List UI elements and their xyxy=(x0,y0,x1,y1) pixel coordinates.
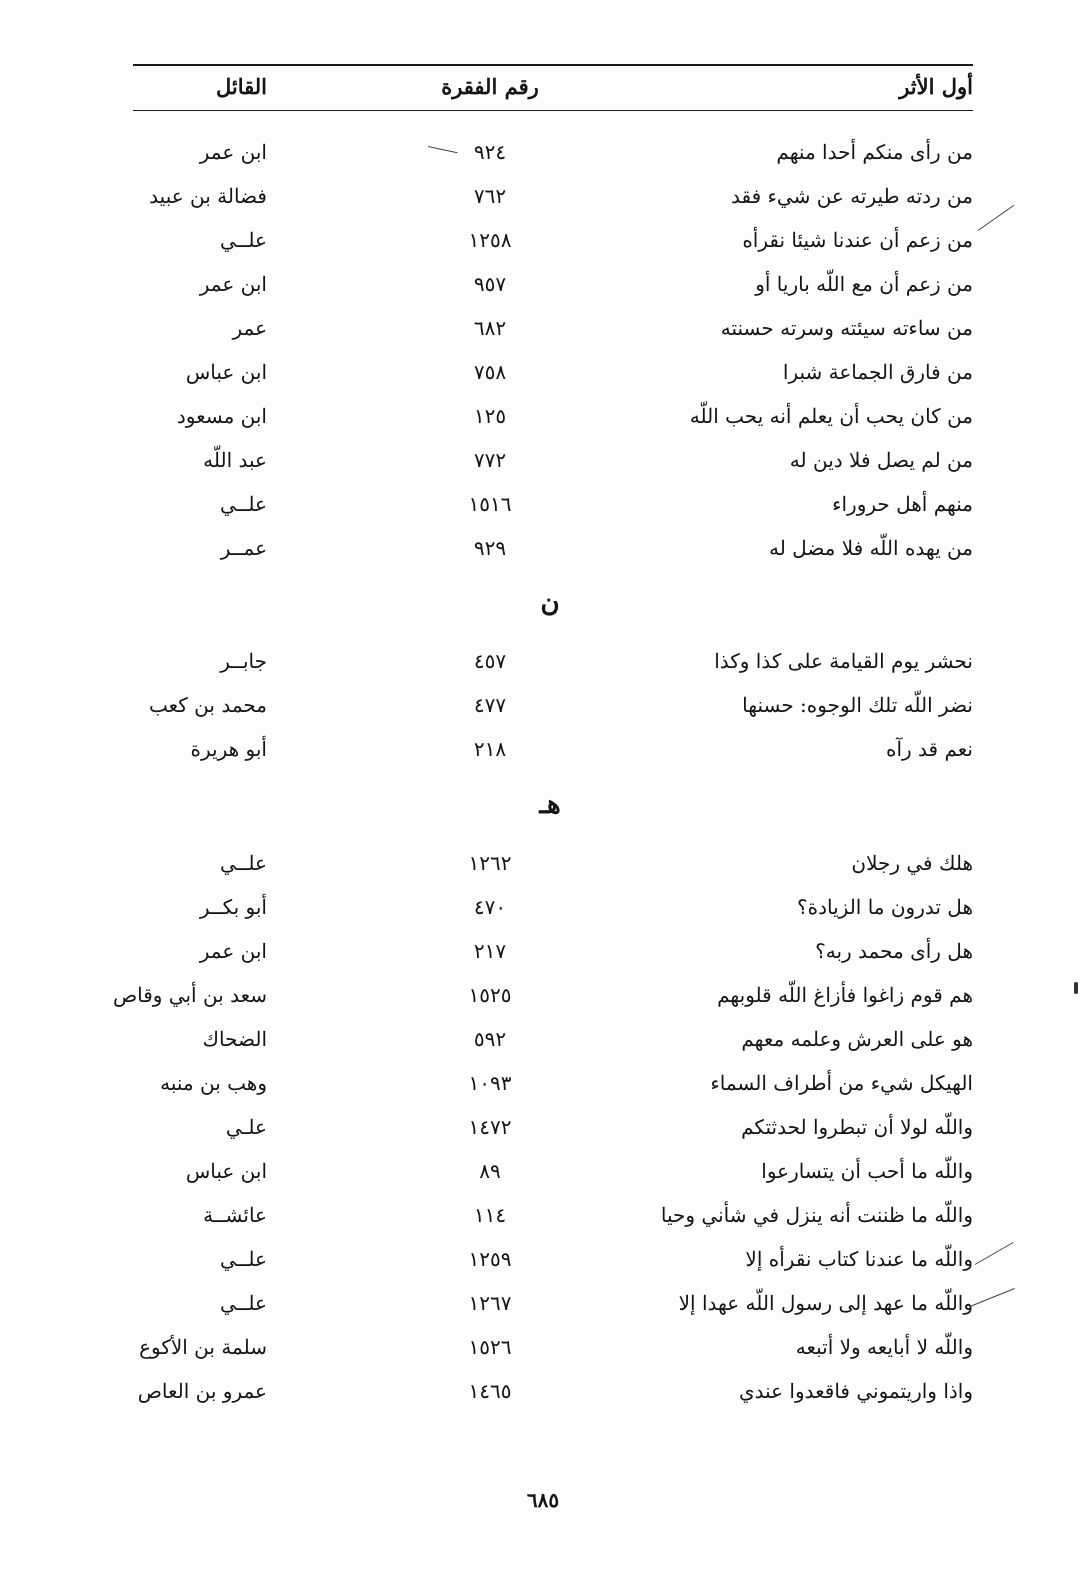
row-para: ٦٨٢ xyxy=(473,316,507,340)
row-first: واللّه ما عندنا كتاب نقرأه إلا xyxy=(745,1247,973,1271)
scan-speck xyxy=(1074,982,1078,994)
row-para: ١٠٩٣ xyxy=(468,1071,512,1095)
row-sayer: أبو هريرة xyxy=(190,737,267,761)
row-para: ٧٦٢ xyxy=(473,184,507,208)
row-first: نعم قد رآه xyxy=(886,737,973,761)
row-sayer: ابن مسعود xyxy=(176,404,267,428)
row-sayer: علــي xyxy=(220,851,267,875)
row-sayer: فضالة بن عبيد xyxy=(149,184,267,208)
row-sayer: ابن عمر xyxy=(199,140,267,164)
row-sayer: علــي xyxy=(220,492,267,516)
pencil-mark xyxy=(970,1288,1015,1307)
row-first: من زعم أن عندنا شيئا نقرأه xyxy=(742,228,973,252)
row-first: نحشر يوم القيامة على كذا وكذا xyxy=(714,649,973,673)
row-para: ١٢٥ xyxy=(473,404,507,428)
row-sayer: وهب بن منبه xyxy=(160,1071,267,1095)
row-first: واللّه لا أبايعه ولا أتبعه xyxy=(795,1335,973,1359)
row-para: ٩٥٧ xyxy=(473,272,507,296)
row-sayer: عبد اللّه xyxy=(203,448,267,472)
row-para: ١٤٧٢ xyxy=(468,1115,512,1139)
row-first: من كان يحب أن يعلم أنه يحب اللّه xyxy=(689,404,973,428)
row-sayer: ابن عمر xyxy=(199,272,267,296)
row-para: ١٥٢٦ xyxy=(468,1335,512,1359)
row-sayer: محمد بن كعب xyxy=(149,693,267,717)
row-sayer: عمرو بن العاص xyxy=(137,1379,267,1403)
row-para: ٧٧٢ xyxy=(473,448,507,472)
row-first: من لم يصل فلا دين له xyxy=(789,448,973,472)
row-first: هم قوم زاغوا فأزاغ اللّه قلوبهم xyxy=(717,983,973,1007)
row-first: من ساءته سيئته وسرته حسنته xyxy=(720,316,973,340)
row-para: ١٥٢٥ xyxy=(468,983,512,1007)
row-para: ١٢٦٧ xyxy=(468,1291,512,1315)
row-para: ٨٩ xyxy=(479,1159,501,1183)
row-first: من زعم أن مع اللّه باريا أو xyxy=(755,272,973,296)
pencil-mark xyxy=(978,205,1015,231)
row-first: هل تدرون ما الزيادة؟ xyxy=(797,895,973,919)
section-letter-nun: ن xyxy=(540,588,560,618)
row-first: الهيكل شيء من أطراف السماء xyxy=(710,1071,973,1095)
row-para: ١٤٦٥ xyxy=(468,1379,512,1403)
row-first: من يهده اللّه فلا مضل له xyxy=(769,536,973,560)
pencil-mark xyxy=(975,1242,1014,1265)
row-sayer: عمر xyxy=(232,316,267,340)
row-sayer: ابن عباس xyxy=(185,360,267,384)
row-sayer: ابن عمر xyxy=(199,939,267,963)
row-para: ٤٧٧ xyxy=(473,693,507,717)
row-first: هل رأى محمد ربه؟ xyxy=(815,939,973,963)
row-para: ٢١٨ xyxy=(473,737,507,761)
row-first: هلك في رجلان xyxy=(851,851,973,875)
row-first: نضر اللّه تلك الوجوه: حسنها xyxy=(742,693,973,717)
row-first: واذا واريتموني فاقعدوا عندي xyxy=(738,1379,973,1403)
header-paragraph-number: رقم الفقرة xyxy=(441,74,539,99)
section-letter-ha: هـ xyxy=(539,790,561,820)
row-sayer: علـي xyxy=(225,1115,267,1139)
row-first: واللّه ما أحب أن يتسارعوا xyxy=(761,1159,973,1183)
row-para: ١٢٥٨ xyxy=(468,228,512,252)
row-first: واللّه لولا أن تبطروا لحدثتكم xyxy=(741,1115,973,1139)
row-para: ٥٩٢ xyxy=(473,1027,507,1051)
header-rule xyxy=(133,110,973,111)
row-sayer: جابــر xyxy=(220,649,267,673)
row-para: ٤٧٠ xyxy=(473,895,507,919)
row-para: ٤٥٧ xyxy=(473,649,507,673)
row-para: ١٢٥٩ xyxy=(468,1247,512,1271)
row-para: ١١٤ xyxy=(473,1203,507,1227)
row-first: منهم أهل حروراء xyxy=(832,492,973,516)
row-first: من رأى منكم أحدا منهم xyxy=(776,140,973,164)
row-first: من فارق الجماعة شبرا xyxy=(782,360,973,384)
header-first-of-athar: أول الأثر xyxy=(899,74,973,99)
page-number: ٦٨٥ xyxy=(526,1488,560,1512)
row-sayer: علــي xyxy=(220,228,267,252)
row-para: ٢١٧ xyxy=(473,939,507,963)
row-sayer: علــي xyxy=(220,1247,267,1271)
row-first: من ردته طيرته عن شيء فقد xyxy=(730,184,973,208)
row-sayer: أبو بكــر xyxy=(199,895,267,919)
row-sayer: علــي xyxy=(220,1291,267,1315)
row-para: ١٥١٦ xyxy=(468,492,512,516)
row-para: ٩٢٤ xyxy=(473,140,507,164)
row-sayer: عائشــة xyxy=(203,1203,267,1227)
row-sayer: عمــر xyxy=(220,536,267,560)
row-sayer: سعد بن أبي وقاص xyxy=(112,983,267,1007)
row-sayer: سلمة بن الأكوع xyxy=(139,1335,267,1359)
row-first: هو على العرش وعلمه معهم xyxy=(741,1027,973,1051)
row-sayer: الضحاك xyxy=(202,1027,267,1051)
row-para: ٩٢٩ xyxy=(473,536,507,560)
row-para: ٧٥٨ xyxy=(473,360,507,384)
row-first: واللّه ما ظننت أنه ينزل في شأني وحيا xyxy=(660,1203,973,1227)
row-sayer: ابن عباس xyxy=(185,1159,267,1183)
header-sayer: القائل xyxy=(215,74,267,99)
top-rule xyxy=(133,64,973,66)
row-first: واللّه ما عهد إلى رسول اللّه عهدا إلا xyxy=(678,1291,973,1315)
row-para: ١٢٦٢ xyxy=(468,851,512,875)
